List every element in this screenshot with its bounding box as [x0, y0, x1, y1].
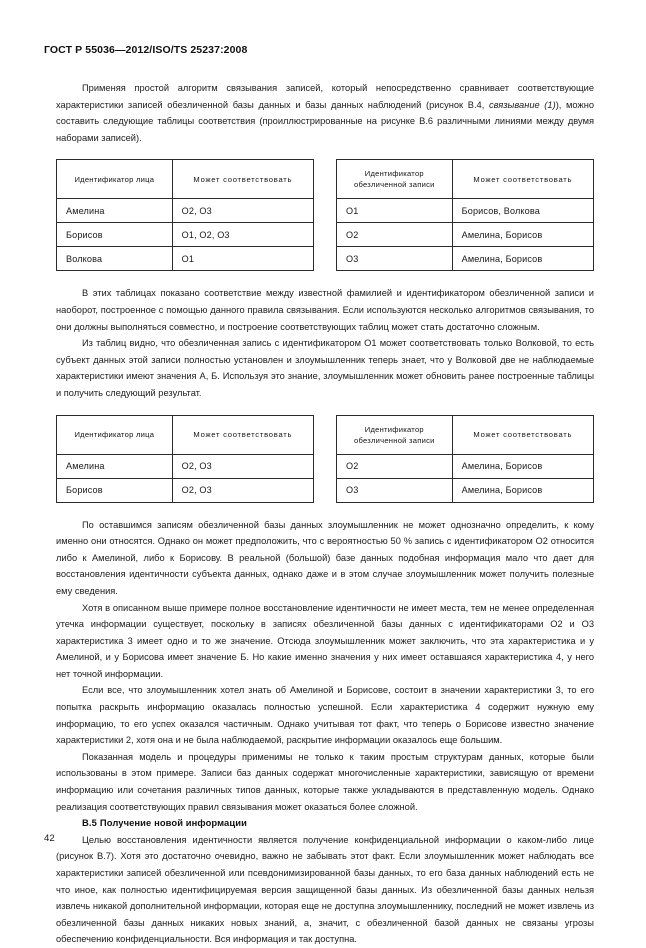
paragraph-4: По оставшимся записям обезличенной базы данных злоумышленник не может однозначно определить, к кому именно они относятся. Однако он может предположить, что с вероятностью 50 % запись с идентификатором О2 относится либо к Амелиной, либо к Борисову. В реальной (большой) базе данных подобная информация мало что дает для восстановления идентичности субъекта данных, однако даже и в этом случае злоумышленник может получить полезные ему сведения.	[56, 519, 594, 596]
table-row	[337, 223, 594, 247]
cell-matches: Амелина, Борисов	[452, 223, 593, 247]
table-row	[337, 199, 594, 223]
cell-person: Волкова	[57, 247, 173, 271]
cell-record-id: О2	[337, 454, 453, 478]
paragraph-1-part-b: ), можно составить следующие таблицы соответствия (проиллюстрированные на рисунке В.6 различными линиями между двумя наборами записей).	[56, 99, 595, 143]
cell-matches: Борисов, Волкова	[452, 199, 593, 223]
column-header-record-id: Идентификатор обезличенной записи	[337, 415, 453, 454]
table-person-identifier-2	[56, 415, 314, 503]
cell-person: Борисов	[57, 223, 173, 247]
table-row	[57, 247, 314, 271]
table-deidentified-record-2	[336, 415, 594, 503]
column-header-may-match: Может соответствовать	[452, 160, 593, 199]
paragraph-7: Показанная модель и процедуры применимы не только к таким простым структурам данных, которые были использованы в этом примере. Записи баз данных содержат многочисленные характеристики, зависящую от времени информацию или сочетания различных типов данных, которые также укладываются в представленную модель. Однако реализация соответствующих правил связывания может оказаться более сложной.	[56, 751, 594, 812]
table-deidentified-record-1	[336, 159, 594, 271]
cell-record-id: О3	[337, 478, 453, 502]
table-header-row	[57, 160, 314, 199]
paragraph-2: В этих таблицах показано соответствие между известной фамилией и идентификатором обезличенной записи и наоборот, построенное с помощью данного правила связывания. Если используются несколько алгоритмов связывания, то они должны выполняться совместно, и построение соответствующих таблиц может стать достаточно сложным.	[56, 288, 594, 332]
paragraph-6: Если все, что злоумышленник хотел знать об Амелиной и Борисове, состоит в значении характеристики 3, то его попытка раскрыть информацию оказалась полностью успешной. Если характеристика 4 содержит нужную ему информацию, то его успех оказался частичным. Однако учитывая тот факт, что теперь о Борисове известно значение характеристики 2, хотя она и не была наблюдаемой, раскрытие информации оказалось еще большим.	[56, 685, 594, 746]
table-header-row	[337, 415, 594, 454]
paragraph-1-emphasis: связывание (1)	[488, 99, 556, 110]
table-row	[337, 478, 594, 502]
cell-record-id: О3	[337, 247, 453, 271]
cell-person: Амелина	[57, 199, 173, 223]
cell-matches: О1, О2, О3	[172, 223, 313, 247]
cell-matches: О2, О3	[172, 454, 313, 478]
cell-person: Амелина	[57, 454, 173, 478]
cell-matches: О2, О3	[172, 199, 313, 223]
table-pair-second	[56, 415, 594, 503]
page-number: 42	[44, 833, 55, 844]
spacer	[56, 271, 594, 285]
column-header-may-match: Может соответствовать	[452, 415, 593, 454]
column-header-person-id: Идентификатор лица	[57, 415, 173, 454]
table-row	[337, 454, 594, 478]
table-row	[57, 223, 314, 247]
cell-matches: О1	[172, 247, 313, 271]
section-number: В.5	[82, 817, 97, 829]
cell-matches: Амелина, Борисов	[452, 247, 593, 271]
table-header-row	[57, 415, 314, 454]
running-head: ГОСТ Р 55036—2012/ISO/TS 25237:2008	[44, 44, 248, 56]
table-pair-first	[56, 159, 594, 271]
section-heading-b5	[56, 815, 594, 832]
column-header-record-id: Идентификатор обезличенной записи	[337, 160, 453, 199]
spacer	[56, 146, 594, 159]
table-row	[57, 454, 314, 478]
spacer	[56, 503, 594, 517]
column-header-may-match: Может соответствовать	[172, 415, 313, 454]
cell-matches: О2, О3	[172, 478, 313, 502]
paragraph-5: Хотя в описанном выше примере полное восстановление идентичности не имеет места, тем не менее определенная утечка информации существует, поскольку в записях обезличенной базы данных с идентификаторами О2 и О3 характеристика 3 имеет одно и то же значение. Отсюда злоумышленник может заключить, что эта характеристика и у Амелиной, и у Борисова имеет значение Б. Но какие именно значения у них имеет оставшаяся характеристика 4, у него нет точной информации.	[56, 602, 594, 679]
cell-record-id: О1	[337, 199, 453, 223]
table-row	[57, 199, 314, 223]
table-row	[57, 478, 314, 502]
cell-person: Борисов	[57, 478, 173, 502]
page-content	[56, 80, 594, 948]
table-person-identifier-1	[56, 159, 314, 271]
spacer	[56, 402, 594, 415]
cell-record-id: О2	[337, 223, 453, 247]
paragraph-3: Из таблиц видно, что обезличенная запись с идентификатором О1 может соответствовать только Волковой, то есть субъект данных этой записи полностью установлен и злоумышленник теперь знает, что у Волковой две не наблюдаемые характеристики имеют значения А, Б. Используя это знание, злоумышленник может обновить ранее построенные таблицы и получить следующий результат.	[56, 338, 594, 398]
table-row	[337, 247, 594, 271]
section-title: Получение новой информации	[99, 817, 247, 829]
paragraph-1-part-a: Применяя простой алгоритм связывания записей, который непосредственно сравнивает соответствующие характеристики записей обезличенной базы данных и базы данных наблюдений (рисунок В.4,	[56, 83, 594, 110]
cell-matches: Амелина, Борисов	[452, 454, 593, 478]
column-header-person-id: Идентификатор лица	[57, 160, 173, 199]
cell-matches: Амелина, Борисов	[452, 478, 593, 502]
paragraph-1	[56, 80, 594, 146]
column-header-may-match: Может соответствовать	[172, 160, 313, 199]
table-header-row	[337, 160, 594, 199]
paragraph-8: Целью восстановления идентичности является получение конфиденциальной информации о каком-либо лице (рисунок В.7). Хотя это достаточно очевидно, важно не забывать этот факт. Если злоумышленник может наблюдать все характеристики записей обезличенной или псевдонимизированной базы данных, то его база данных наблюдений есть не что иное, как полностью идентифицируемая версия защищенной базы данных. Из обезличенной базы данных нельзя извлечь никакой дополнительной информации, которая еще не доступна злоумышленнику, последний не может извлечь из обезличенной базы данных никаких новых знаний, а, значит, с обезличенной базой данных не связаны угрозы обеспечению конфиденциальности. Вся информация и так доступна.	[56, 834, 594, 945]
